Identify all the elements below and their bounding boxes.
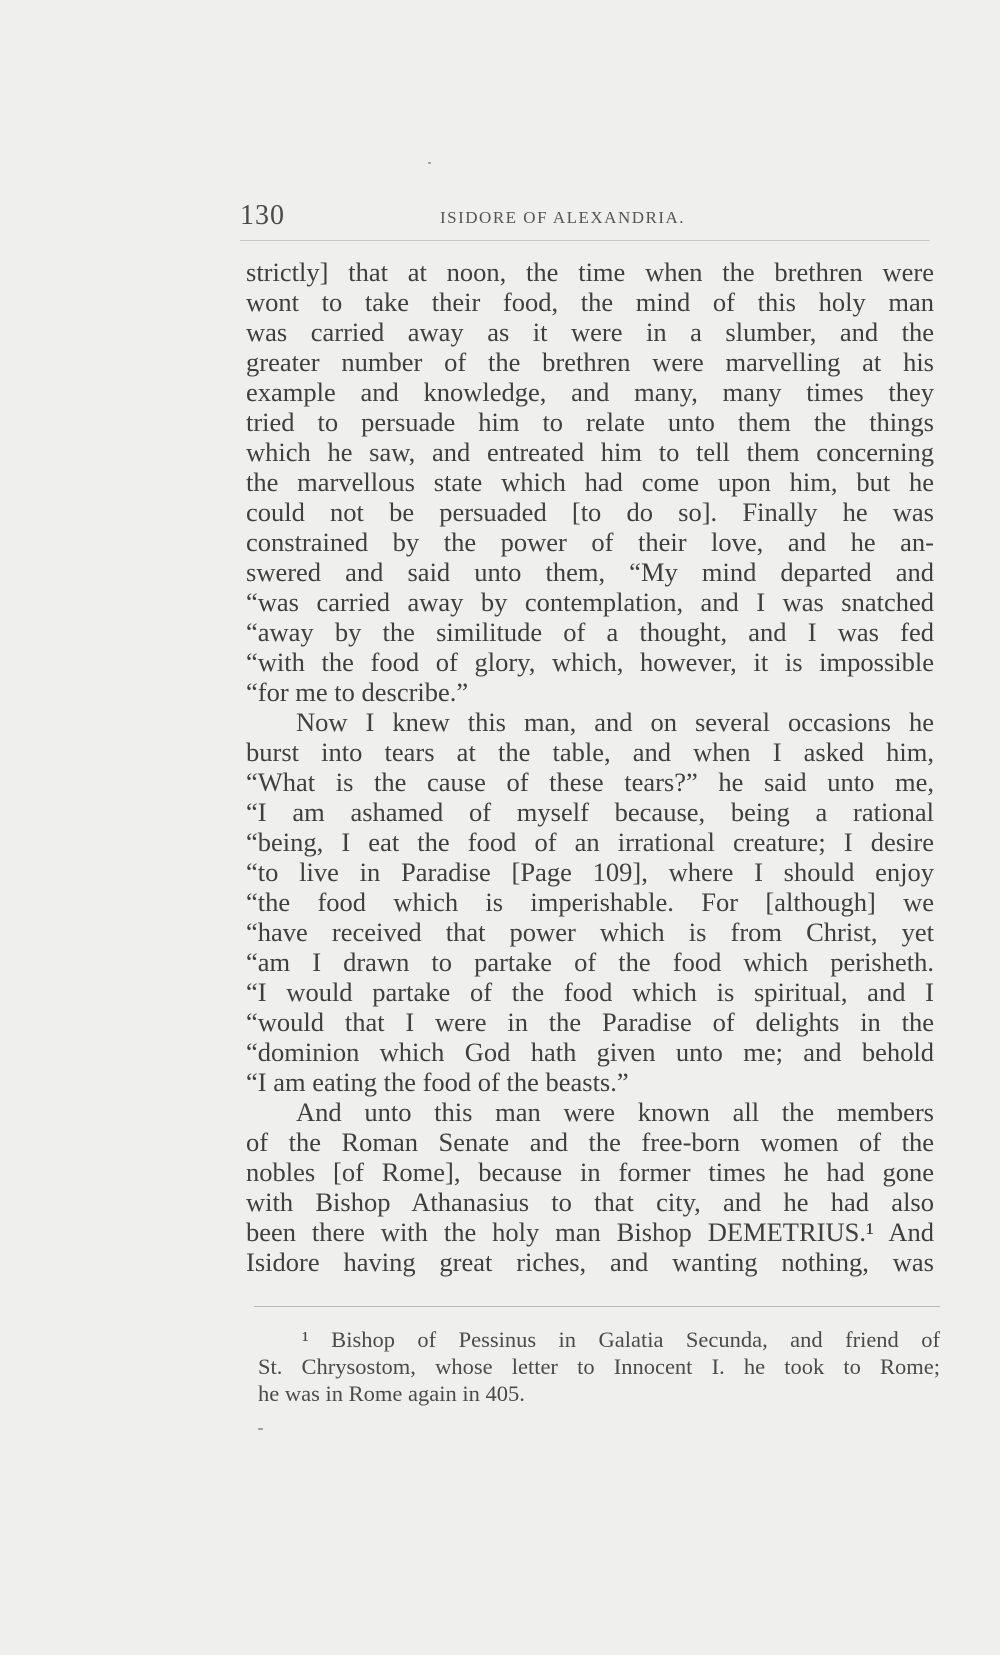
ink-speck [428,162,431,164]
footnote-rule [254,1306,940,1307]
text-line: the marvellous state which had come upon him, but he [246,467,934,497]
text-line: “have received that power which is from Christ, yet [246,917,934,947]
text-line: “dominion which God hath given unto me; and behold [246,1037,934,1067]
text-line: “was carried away by contemplation, and I was snatched [246,587,934,617]
text-line: strictly] that at noon, the time when the brethren were [246,257,934,287]
text-line: “would that I were in the Paradise of delights in the [246,1007,934,1037]
text-line: “am I drawn to partake of the food which perisheth. [246,947,934,977]
text-line: greater number of the brethren were marvelling at his [246,347,934,377]
text-line: “with the food of glory, which, however, it is impossible [246,647,934,677]
text-line: constrained by the power of their love, and he an- [246,527,934,557]
text-line: been there with the holy man Bishop DEMETRIUS.¹ And [246,1217,934,1247]
text-line: swered and said unto them, “My mind departed and [246,557,934,587]
running-title: ISIDORE OF ALEXANDRIA. [440,208,686,227]
text-line: “the food which is imperishable. For [although] we [246,887,934,917]
running-head [240,200,930,236]
text-line: Isidore having great riches, and wanting nothing, was [246,1247,934,1277]
text-line: burst into tears at the table, and when I asked him, [246,737,934,767]
paragraph-start: And unto this man were known all the members [296,1097,934,1127]
footnote-line: he was in Rome again in 405. [258,1381,525,1406]
footnote [258,1326,940,1407]
text-line: tried to persuade him to relate unto them the things [246,407,934,437]
ink-speck [258,1428,263,1430]
text-line: of the Roman Senate and the free-born women of the [246,1127,934,1157]
text-line: “What is the cause of these tears?” he said unto me, [246,767,934,797]
text-line: “I am ashamed of myself because, being a rational [246,797,934,827]
text-line: could not be persuaded [to do so]. Finally he was [246,497,934,527]
text-line: “I would partake of the food which is spiritual, and I [246,977,934,1007]
text-line: nobles [of Rome], because in former times he had gone [246,1157,934,1187]
body-text [246,257,934,1277]
text-line: with Bishop Athanasius to that city, and he had also [246,1187,934,1217]
text-line: which he saw, and entreated him to tell them concerning [246,437,934,467]
text-line: was carried away as it were in a slumber, and the [246,317,934,347]
footnote-line: ¹ Bishop of Pessinus in Galatia Secunda, and friend of [302,1327,940,1352]
text-line: “being, I eat the food of an irrational creature; I desire [246,827,934,857]
text-line: wont to take their food, the mind of this holy man [246,287,934,317]
text-line: “I am eating the food of the beasts.” [246,1067,629,1097]
text-line: example and knowledge, and many, many times they [246,377,934,407]
paragraph-start: Now I knew this man, and on several occasions he [296,707,934,737]
page-number: 130 [240,200,285,231]
text-line: “for me to describe.” [246,677,469,707]
header-rule [240,240,930,241]
footnote-line: St. Chrysostom, whose letter to Innocent I. he took to Rome; [258,1354,940,1379]
text-line: “to live in Paradise [Page 109], where I should enjoy [246,857,934,887]
text-line: “away by the similitude of a thought, and I was fed [246,617,934,647]
